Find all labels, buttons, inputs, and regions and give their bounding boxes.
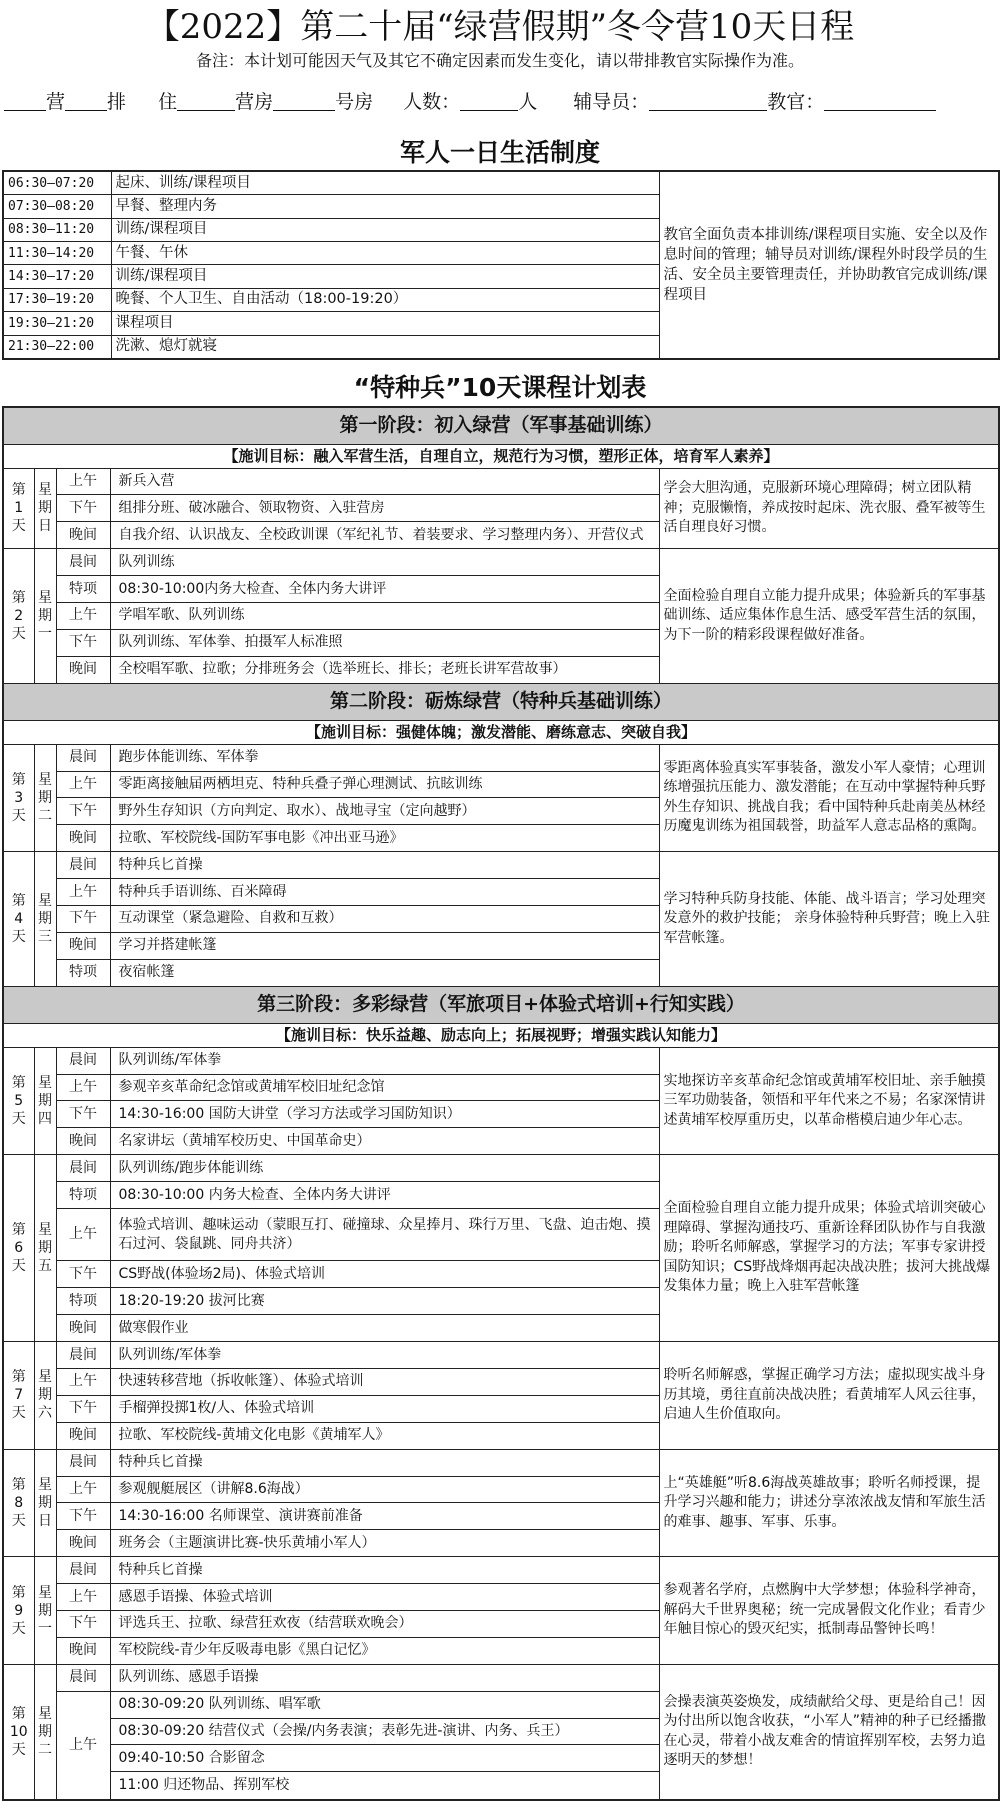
activity: 跑步体能训练、军体拳 [110, 744, 659, 771]
schedule-row [3, 1047, 999, 1074]
weekday-label: 星 期 六 [34, 1342, 56, 1450]
field-label: 营房 [235, 91, 274, 113]
weekday-label: 星 期 一 [34, 549, 56, 683]
time-slot: 晨间 [56, 1449, 110, 1476]
life-responsibility-note: 教官全面负责本排训练/课程项目实施、安全以及作息时间的管理；辅导员对训练/课程外时段学员的生活、安全员主要管理责任，并协助教官完成训练/课程项目 [659, 171, 999, 359]
field-label: 辅导员： [573, 91, 650, 113]
life-time: 08:30—11:20 [3, 218, 111, 241]
activity: 参观舰艇展区（讲解8.6海战） [110, 1476, 659, 1503]
time-slot: 上午 [56, 602, 110, 629]
time-slot: 下午 [56, 1503, 110, 1530]
activity: 自我介绍、认识战友、全校政训课（军纪礼节、着装要求、学习整理内务）、开营仪式 [110, 522, 659, 549]
day-summary: 上“英雄艇”听8.6海战英雄故事；聆听名师授课，提升学习兴趣和能力；讲述分享浓浓战友情和军旅生活的难事、趣事、军事、乐事。 [659, 1449, 999, 1557]
schedule-row [3, 1664, 999, 1691]
activity: 快速转移营地（拆收帐篷）、体验式培训 [110, 1369, 659, 1396]
plan-title: “特种兵”10天课程计划表 [353, 373, 647, 402]
life-time: 21:30—22:00 [3, 335, 111, 359]
day-label: 第 1 天 [3, 468, 34, 549]
activity: CS野战(体验场2局)、体验式培训 [110, 1261, 659, 1288]
day-summary: 实地探访辛亥革命纪念馆或黄埔军校旧址、亲手触摸三军功勋装备，领悟和平年代来之不易；名家深情讲述黄埔军校厚重历史，以革命楷模启迪少年心志。 [659, 1047, 999, 1155]
activity: 全校唱军歌、拉歌；分排班务会（选举班长、排长；老班长讲军营故事） [110, 656, 659, 683]
activity: 队列训练 [110, 549, 659, 576]
life-activity: 起床、训练/课程项目 [111, 171, 659, 195]
time-slot: 晨间 [56, 1342, 110, 1369]
life-activity: 晚餐、个人卫生、自由活动（18:00-19:20） [111, 288, 659, 311]
time-slot: 下午 [56, 1395, 110, 1422]
schedule-row [3, 1557, 999, 1584]
activity: 08:30-09:20 队列训练、唱军歌 [110, 1691, 659, 1718]
day-summary: 学会大胆沟通，克服新环境心理障碍；树立团队精神；克服懒惰，养成按时起床、洗衣服、叠军被等生活自理良好习惯。 [659, 468, 999, 549]
schedule-row [3, 852, 999, 879]
life-time: 14:30—17:20 [3, 265, 111, 288]
header-fields [4, 88, 996, 116]
time-slot: 特项 [56, 1288, 110, 1315]
weekday-label: 星 期 二 [34, 744, 56, 852]
time-slot: 晨间 [56, 744, 110, 771]
life-time: 06:30—07:20 [3, 171, 111, 195]
day-label: 第 2 天 [3, 549, 34, 683]
activity: 评选兵王、拉歌、绿营狂欢夜（结营联欢晚会） [110, 1611, 659, 1638]
day-label: 第 3 天 [3, 744, 34, 852]
time-slot: 晚间 [56, 522, 110, 549]
time-slot: 下午 [56, 1101, 110, 1128]
field-label: 人 [518, 91, 538, 113]
activity: 11:00 归还物品、挥别军校 [110, 1772, 659, 1800]
activity: 特种兵匕首操 [110, 1449, 659, 1476]
day-summary: 学习特种兵防身技能、体能、战斗语言；学习处理突发意外的救护技能； 亲身体验特种兵野营；晚上入驻军营帐篷。 [659, 852, 999, 986]
page-note: 备注：本计划可能因天气及其它不确定因素而发生变化，请以带排教官实际操作为准。 [195, 51, 804, 70]
activity: 08:30-10:00 内务大检查、全体内务大讲评 [110, 1182, 659, 1209]
weekday-label: 星 期 五 [34, 1155, 56, 1342]
life-activity: 训练/课程项目 [111, 265, 659, 288]
stage-title: 第二阶段：砺炼绿营（特种兵基础训练） [3, 683, 999, 720]
life-activity: 午餐、午休 [111, 242, 659, 265]
schedule-row [3, 1342, 999, 1369]
schedule-row [3, 468, 999, 495]
time-slot: 上午 [56, 468, 110, 495]
time-slot: 上午 [56, 879, 110, 906]
activity: 18:20-19:20 拔河比赛 [110, 1288, 659, 1315]
weekday-label: 星 期 日 [34, 1449, 56, 1557]
stage-goal: 【施训目标：强健体魄；激发潜能、磨练意志、突破自我】 [3, 720, 999, 744]
time-slot: 特项 [56, 959, 110, 986]
life-schedule-table [2, 170, 1000, 360]
activity: 14:30-16:00 名师课堂、演讲赛前准备 [110, 1503, 659, 1530]
life-activity: 课程项目 [111, 312, 659, 335]
day-label: 第 4 天 [3, 852, 34, 986]
activity: 08:30-09:20 结营仪式（会操/内务表演；表彰先进-演讲、内务、兵王） [110, 1718, 659, 1745]
blank-line[interactable] [273, 91, 335, 111]
time-slot: 晚间 [56, 825, 110, 852]
activity: 队列训练、军体拳、拍摄军人标准照 [110, 629, 659, 656]
day-summary: 会操表演英姿焕发，成绩献给父母、更是给自己！因为付出所以饱含收获，“小军人”精神的种子已经播撒在心灵，带着小战友难舍的情谊挥别军校，去努力追逐明天的梦想！ [659, 1664, 999, 1800]
day-summary: 参观著名学府，点燃胸中大学梦想；体验科学神奇，解码大千世界奥秘；统一完成暑假文化作业；看青少年触目惊心的毁灭纪实，抵制毒品警钟长鸣！ [659, 1557, 999, 1665]
activity: 队列训练/军体拳 [110, 1342, 659, 1369]
activity: 参观辛亥革命纪念馆或黄埔军校旧址纪念馆 [110, 1074, 659, 1101]
time-slot: 下午 [56, 629, 110, 656]
field-label: 号房 [335, 91, 374, 113]
activity: 名家讲坛（黄埔军校历史、中国革命史） [110, 1128, 659, 1155]
life-activity: 洗漱、熄灯就寝 [111, 335, 659, 359]
field-label: 人数： [403, 91, 461, 113]
life-time: 19:30—21:20 [3, 312, 111, 335]
schedule-row [3, 1449, 999, 1476]
day-label: 第 7 天 [3, 1342, 34, 1450]
field-label: 排 [107, 91, 127, 113]
activity: 军校院线-青少年反吸毒电影《黑白记忆》 [110, 1637, 659, 1664]
field-label: 营 [46, 91, 66, 113]
blank-line[interactable] [460, 91, 518, 111]
activity: 组排分班、破冰融合、领取物资、入驻营房 [110, 495, 659, 522]
activity: 感恩手语操、体验式培训 [110, 1584, 659, 1611]
life-time: 07:30—08:20 [3, 195, 111, 218]
stage-title: 第三阶段：多彩绿营（军旅项目+体验式培训+行知实践） [3, 986, 999, 1023]
field-label: 教官： [767, 91, 825, 113]
life-schedule-title: 军人一日生活制度 [399, 138, 600, 167]
life-activity: 训练/课程项目 [111, 218, 659, 241]
activity: 学唱军歌、队列训练 [110, 602, 659, 629]
life-time: 11:30—14:20 [3, 242, 111, 265]
activity: 新兵入营 [110, 468, 659, 495]
day-label: 第 8 天 [3, 1449, 34, 1557]
day-label: 第 6 天 [3, 1155, 34, 1342]
activity: 拉歌、军校院线-国防军事电影《冲出亚马逊》 [110, 825, 659, 852]
stage-goal: 【施训目标：融入军营生活，自理自立，规范行为习惯，塑形正体，培育军人素养】 [3, 444, 999, 468]
activity: 特种兵手语训练、百米障碍 [110, 879, 659, 906]
life-time: 17:30—19:20 [3, 288, 111, 311]
time-slot: 晨间 [56, 1155, 110, 1182]
activity: 08:30-10:00内务大检查、全体内务大讲评 [110, 576, 659, 603]
time-slot: 晚间 [56, 1128, 110, 1155]
activity: 体验式培训、趣味运动（蒙眼互打、碰撞球、众星捧月、珠行万里、飞盘、迫击炮、摸石过河、袋鼠跳、同舟共济） [110, 1208, 659, 1260]
stage-title: 第一阶段：初入绿营（军事基础训练） [3, 407, 999, 444]
activity: 互动课堂（紧急避险、自救和互救） [110, 905, 659, 932]
day-summary: 全面检验自理自立能力提升成果；体验新兵的军事基础训练、适应集体作息生活、感受军营生活的氛围，为下一阶的精彩段课程做好准备。 [659, 549, 999, 683]
time-slot: 特项 [56, 576, 110, 603]
time-slot: 上午 [56, 1369, 110, 1396]
activity: 零距离接触届两栖坦克、特种兵叠子弹心理测试、抗眩训练 [110, 771, 659, 798]
activity: 队列训练/军体拳 [110, 1047, 659, 1074]
time-slot: 上午 [56, 1208, 110, 1260]
time-slot: 晚间 [56, 1422, 110, 1449]
schedule-row [3, 549, 999, 576]
blank-line[interactable] [65, 91, 107, 111]
time-slot: 下午 [56, 1261, 110, 1288]
activity: 做寒假作业 [110, 1315, 659, 1342]
time-slot: 下午 [56, 798, 110, 825]
day-summary: 零距离体验真实军事装备，激发小军人豪情；心理训练增强抗压能力、激发潜能；在互动中掌握特种兵野外生存知识、挑战自我；看中国特种兵赴南美丛林经历魔鬼训练为祖国载誉，助益军人意志品格的熏陶。 [659, 744, 999, 852]
time-slot: 晚间 [56, 1530, 110, 1557]
time-slot: 下午 [56, 905, 110, 932]
time-slot: 晨间 [56, 1557, 110, 1584]
page-title: 【2022】第二十届“绿营假期”冬令营10天日程 [145, 7, 855, 47]
blank-line[interactable] [4, 91, 46, 111]
time-slot: 上午 [56, 1074, 110, 1101]
activity: 09:40-10:50 合影留念 [110, 1745, 659, 1772]
day-label: 第 5 天 [3, 1047, 34, 1155]
field-label: 住 [158, 91, 178, 113]
weekday-label: 星 期 四 [34, 1047, 56, 1155]
blank-line[interactable] [177, 91, 235, 111]
life-row [3, 171, 999, 195]
time-slot: 特项 [56, 1182, 110, 1209]
day-summary: 全面检验自理自立能力提升成果；体验式培训突破心理障碍、掌握沟通技巧、重新诠释团队协作与自我激励；聆听名师解惑，掌握学习的方法；军事专家讲授国防知识；CS野战烽烟再起决战决胜；拔河大挑战爆发集体力量；晚上入驻军营帐篷 [659, 1155, 999, 1342]
activity: 队列训练、感恩手语操 [110, 1664, 659, 1691]
course-plan-table [2, 406, 1000, 1801]
time-slot: 晨间 [56, 1047, 110, 1074]
time-slot: 上午 [56, 1476, 110, 1503]
activity: 班务会（主题演讲比赛-快乐黄埔小军人） [110, 1530, 659, 1557]
time-slot: 晚间 [56, 932, 110, 959]
stage-goal: 【施训目标：快乐益趣、励志向上；拓展视野；增强实践认知能力】 [3, 1023, 999, 1047]
weekday-label: 星 期 二 [34, 1664, 56, 1800]
time-slot: 上午 [56, 1584, 110, 1611]
schedule-row [3, 1155, 999, 1182]
time-slot: 晚间 [56, 1315, 110, 1342]
weekday-label: 星 期 日 [34, 468, 56, 549]
time-slot: 下午 [56, 1611, 110, 1638]
activity: 野外生存知识（方向判定、取水）、战地寻宝（定向越野） [110, 798, 659, 825]
activity: 手榴弹投掷1枚/人、体验式培训 [110, 1395, 659, 1422]
time-slot: 晚间 [56, 656, 110, 683]
activity: 特种兵匕首操 [110, 852, 659, 879]
activity: 14:30-16:00 国防大讲堂（学习方法或学习国防知识） [110, 1101, 659, 1128]
day-summary: 聆听名师解惑，掌握正确学习方法；虚拟现实战斗身历其境，勇往直前决战决胜；看黄埔军人风云往事，启迪人生价值取向。 [659, 1342, 999, 1450]
activity: 队列训练/跑步体能训练 [110, 1155, 659, 1182]
weekday-label: 星 期 一 [34, 1557, 56, 1665]
time-slot: 上午 [56, 771, 110, 798]
time-slot: 上午 [56, 1691, 110, 1800]
weekday-label: 星 期 三 [34, 852, 56, 986]
day-label: 第 10 天 [3, 1664, 34, 1800]
time-slot: 晨间 [56, 549, 110, 576]
activity: 夜宿帐篷 [110, 959, 659, 986]
activity: 特种兵匕首操 [110, 1557, 659, 1584]
schedule-row [3, 744, 999, 771]
life-activity: 早餐、整理内务 [111, 195, 659, 218]
time-slot: 晨间 [56, 1664, 110, 1691]
time-slot: 下午 [56, 495, 110, 522]
time-slot: 晨间 [56, 852, 110, 879]
time-slot: 晚间 [56, 1637, 110, 1664]
blank-line[interactable] [824, 91, 936, 111]
activity: 学习并搭建帐篷 [110, 932, 659, 959]
blank-line[interactable] [649, 91, 767, 111]
activity: 拉歌、军校院线-黄埔文化电影《黄埔军人》 [110, 1422, 659, 1449]
day-label: 第 9 天 [3, 1557, 34, 1665]
